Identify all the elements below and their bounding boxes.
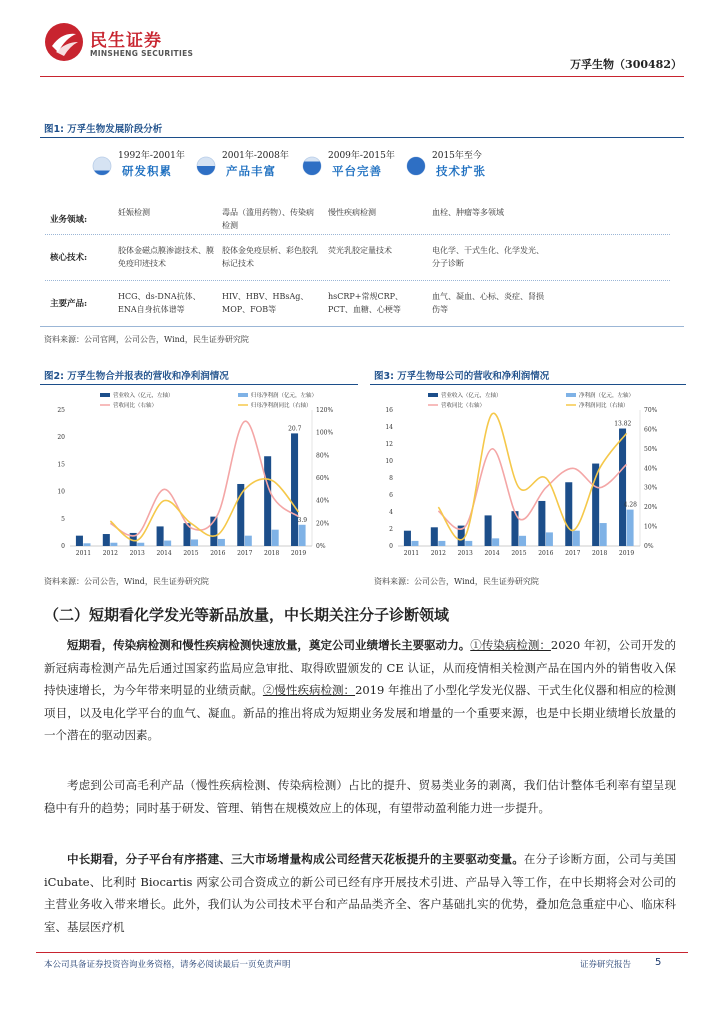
right-tick-label: 40% bbox=[644, 465, 658, 473]
x-tick-label: 2016 bbox=[538, 550, 554, 557]
bar bbox=[600, 523, 607, 546]
bar bbox=[83, 543, 90, 546]
x-tick-label: 2011 bbox=[403, 550, 420, 557]
svg-text:营业收入（亿元，左轴）: 营业收入（亿元，左轴） bbox=[113, 393, 174, 399]
row-label: 核心技术: bbox=[50, 253, 88, 263]
right-tick-label: 30% bbox=[644, 484, 658, 492]
stage-table-cell: HIV、HBV、HBsAg、MOP、FOB等 bbox=[222, 292, 309, 314]
legend-item bbox=[100, 401, 157, 409]
stage-2 bbox=[196, 148, 306, 188]
legend-item bbox=[566, 401, 629, 409]
stage-3 bbox=[302, 148, 412, 188]
x-tick-label: 2011 bbox=[75, 550, 92, 557]
left-tick-label: 14 bbox=[385, 424, 393, 431]
footer-divider bbox=[36, 952, 688, 953]
x-tick-label: 2014 bbox=[156, 550, 172, 557]
figure1-title-rule bbox=[40, 137, 684, 138]
data-label: 4.28 bbox=[623, 501, 637, 509]
right-tick-label: 100% bbox=[316, 429, 334, 437]
bar bbox=[137, 543, 144, 546]
bar bbox=[237, 484, 244, 546]
svg-text:营收同比（右轴）: 营收同比（右轴） bbox=[441, 403, 486, 409]
stage-table-cell: 血栓、肿瘤等多领域 bbox=[432, 208, 504, 217]
legend-item bbox=[100, 391, 174, 399]
stage-name: 平台完善 bbox=[332, 164, 382, 178]
right-tick-label: 0% bbox=[644, 543, 654, 550]
minsheng-logo-icon bbox=[44, 22, 84, 62]
figure2-source: 资料来源：公司公告，Wind，民生证券研究院 bbox=[44, 577, 209, 586]
x-tick-label: 2019 bbox=[290, 550, 307, 557]
figure3-chart bbox=[368, 388, 688, 568]
paragraph-1-marker-2: ②慢性疾病检测： bbox=[262, 683, 356, 697]
right-tick-label: 70% bbox=[644, 407, 658, 414]
paragraph-3 bbox=[44, 848, 676, 938]
svg-text:净利润（亿元，左轴）: 净利润（亿元，左轴） bbox=[579, 393, 635, 399]
paragraph-3-lead: 中长期看，分子平台有序搭建、三大市场增量构成公司经营天花板提升的主要驱动变量。 bbox=[67, 852, 524, 866]
bar bbox=[565, 482, 572, 546]
left-tick-label: 4 bbox=[389, 509, 393, 516]
bar bbox=[627, 510, 634, 546]
x-tick-label: 2017 bbox=[237, 550, 253, 557]
bar bbox=[291, 433, 298, 546]
x-tick-label: 2018 bbox=[592, 550, 608, 557]
svg-text:归母净利润（亿元，左轴）: 归母净利润（亿元，左轴） bbox=[251, 393, 318, 399]
data-label: 13.82 bbox=[614, 420, 632, 428]
bar bbox=[218, 539, 225, 546]
brand-name-en: MINSHENG SECURITIES bbox=[90, 49, 194, 58]
left-tick-label: 8 bbox=[389, 475, 393, 482]
bar bbox=[191, 539, 198, 546]
section-heading: （二）短期看化学发光等新品放量，中长期关注分子诊断领域 bbox=[44, 606, 450, 624]
left-tick-label: 25 bbox=[57, 407, 65, 414]
data-label: 3.9 bbox=[297, 516, 308, 524]
bar bbox=[538, 501, 545, 546]
data-label: 20.7 bbox=[288, 425, 302, 433]
x-tick-label: 2015 bbox=[183, 550, 199, 557]
x-tick-label: 2013 bbox=[457, 550, 473, 557]
right-tick-label: 10% bbox=[644, 523, 658, 531]
x-tick-label: 2017 bbox=[565, 550, 581, 557]
figure2-chart bbox=[40, 388, 360, 568]
stage-progress-icon bbox=[196, 156, 216, 176]
paragraph-1-lead: 短期看，传染病检测和慢性疾病检测快速放量，奠定公司业绩增长主要驱动力。 bbox=[67, 638, 471, 652]
right-tick-label: 120% bbox=[316, 407, 334, 414]
stage-table-cell: 毒品（滥用药物）、传染病检测 bbox=[222, 208, 314, 230]
svg-text:归母净利润同比（右轴）: 归母净利润同比（右轴） bbox=[251, 403, 312, 409]
left-tick-label: 2 bbox=[389, 526, 393, 533]
x-tick-label: 2012 bbox=[102, 550, 118, 557]
bar bbox=[264, 456, 271, 546]
figure1-bottom-rule bbox=[40, 326, 684, 327]
bar bbox=[431, 527, 438, 546]
x-tick-label: 2018 bbox=[264, 550, 280, 557]
legend-item bbox=[566, 391, 634, 399]
left-tick-label: 0 bbox=[61, 543, 65, 550]
right-tick-label: 60% bbox=[644, 426, 658, 434]
right-tick-label: 20% bbox=[644, 504, 658, 512]
stage-name: 技术扩张 bbox=[436, 164, 486, 178]
paragraph-1-marker-1: ①传染病检测： bbox=[470, 638, 551, 652]
row-divider bbox=[45, 280, 670, 281]
figure2-title-rule bbox=[40, 384, 358, 385]
left-tick-label: 15 bbox=[57, 461, 65, 469]
bar bbox=[546, 532, 553, 546]
stage-years: 2001年-2008年 bbox=[222, 151, 289, 161]
stage-table-cell: 妊娠检测 bbox=[118, 208, 150, 217]
paragraph-1-text-2: 2019 年推出了小型化学发光仪器、干式生化仪器和相应的检测项目，以及电化学平台的血气、凝血。新品的推出将成为短期业务发展和增量的一个重要来源，也是中长期业绩增长放量的一个潜在的驱动因素。 bbox=[44, 683, 677, 742]
x-tick-label: 2014 bbox=[484, 550, 500, 557]
right-tick-label: 20% bbox=[316, 520, 330, 528]
right-tick-label: 60% bbox=[316, 475, 330, 482]
bar bbox=[492, 538, 499, 546]
x-tick-label: 2016 bbox=[210, 550, 226, 557]
stage-progress-icon bbox=[302, 156, 322, 176]
row-label: 业务领域: bbox=[50, 215, 88, 225]
bar bbox=[465, 541, 472, 546]
left-tick-label: 0 bbox=[389, 543, 393, 550]
row-divider bbox=[45, 234, 670, 235]
stage-table-cell: 胶体金免疫层析、彩色胶乳标记技术 bbox=[222, 246, 318, 268]
bar bbox=[519, 536, 526, 546]
stage-name: 研发积累 bbox=[122, 164, 172, 178]
bar bbox=[245, 536, 252, 546]
bar bbox=[573, 531, 580, 546]
right-tick-label: 0% bbox=[316, 543, 326, 550]
bar bbox=[619, 429, 626, 546]
stage-table-cell: hsCRP+常规CRP、PCT、血糖、心梗等 bbox=[328, 292, 404, 314]
figure1-source: 资料来源：公司官网，公司公告，Wind，民生证券研究院 bbox=[44, 335, 249, 344]
figure3-title-rule bbox=[370, 384, 686, 385]
stage-years: 2015年至今 bbox=[432, 151, 482, 161]
figure3-title: 图3: 万孚生物母公司的营收和净利润情况 bbox=[374, 371, 550, 382]
x-tick-label: 2013 bbox=[129, 550, 145, 557]
paragraph-1 bbox=[44, 634, 676, 747]
svg-text:净利润同比（右轴）: 净利润同比（右轴） bbox=[579, 403, 629, 409]
company-ticker: 万孚生物（300482） bbox=[570, 58, 682, 71]
stage-4 bbox=[406, 148, 516, 188]
paragraph-2: 考虑到公司高毛利产品（慢性疾病检测、传染病检测）占比的提升、贸易类业务的剥离，我们估计整体毛利率有望呈现稳中有升的趋势；同时基于研发、管理、销售在规模效应上的体现，有望带动盈利能力进一步提升。 bbox=[44, 778, 676, 815]
left-tick-label: 20 bbox=[57, 434, 65, 442]
left-tick-label: 16 bbox=[385, 407, 393, 414]
header-divider bbox=[40, 76, 684, 77]
stage-table-cell: 电化学、干式生化、化学发光、分子诊断 bbox=[432, 246, 544, 268]
company-logo bbox=[44, 20, 204, 64]
x-tick-label: 2015 bbox=[511, 550, 527, 557]
left-tick-label: 5 bbox=[61, 515, 65, 523]
stage-years: 2009年-2015年 bbox=[328, 151, 395, 161]
stage-name: 产品丰富 bbox=[226, 164, 276, 178]
bar bbox=[103, 534, 110, 546]
bar bbox=[404, 531, 411, 546]
page-number: 5 bbox=[655, 957, 662, 968]
bar bbox=[485, 515, 492, 546]
left-tick-label: 10 bbox=[57, 488, 65, 496]
bar bbox=[110, 543, 117, 546]
svg-text:营收同比（右轴）: 营收同比（右轴） bbox=[113, 403, 158, 409]
bar bbox=[157, 526, 164, 546]
bar bbox=[299, 525, 306, 546]
stage-progress-icon bbox=[406, 156, 426, 176]
left-tick-label: 10 bbox=[385, 458, 393, 465]
stage-table-cell: 慢性疾病检测 bbox=[328, 208, 376, 217]
left-tick-label: 12 bbox=[385, 441, 393, 448]
stage-1 bbox=[92, 148, 202, 188]
bar bbox=[438, 541, 445, 546]
bar bbox=[164, 541, 171, 546]
legend-item bbox=[238, 391, 317, 399]
stage-table-cell: HCG、ds-DNA抗体、ENA自身抗体谱等 bbox=[118, 292, 201, 314]
right-tick-label: 50% bbox=[644, 445, 658, 453]
legend-item bbox=[428, 401, 485, 409]
footer-disclaimer: 本公司具备证券投资咨询业务资格，请务必阅读最后一页免责声明 bbox=[44, 960, 291, 970]
bar bbox=[76, 536, 83, 546]
x-tick-label: 2019 bbox=[618, 550, 635, 557]
stage-progress-icon bbox=[92, 156, 112, 176]
svg-text:营业收入（亿元，左轴）: 营业收入（亿元，左轴） bbox=[441, 393, 502, 399]
stage-table-cell: 荧光乳胶定量技术 bbox=[328, 246, 392, 255]
legend-item bbox=[238, 401, 312, 409]
paragraph-3-text: 在分子诊断方面，公司与美国 iCubate、比利时 Biocartis 两家公司合资成立的新公司已经有序开展技术引进、产品导入等工作，在中长期将会对公司的主营业务收入带来增长。此外，我们认为公司技术平台和产品品类齐全、客户基础扎实的优势，叠加危急重症中心、临床科室、基层医疗机 bbox=[44, 852, 677, 934]
paragraph-1-text-1: 2020 年初，公司开发的新冠病毒检测产品先后通过国家药监局应急审批、取得欧盟颁发的 CE 认证，从而疫情相关检测产品在国内外的销售收入保持快速增长，为今年带来明显的业绩贡献。 bbox=[44, 638, 677, 697]
legend-item bbox=[428, 391, 502, 399]
brand-name-cn: 民生证券 bbox=[90, 31, 162, 51]
stage-years: 1992年-2001年 bbox=[118, 151, 185, 161]
right-tick-label: 40% bbox=[316, 497, 330, 505]
figure2-title: 图2: 万孚生物合并报表的营收和净利润情况 bbox=[44, 371, 229, 382]
stage-table-cell: 胶体金磁点膜渗滤技术、膜免疫印迹技术 bbox=[118, 246, 214, 268]
figure3-source: 资料来源：公司公告，Wind，民生证券研究院 bbox=[374, 577, 539, 586]
bar bbox=[272, 530, 279, 546]
row-label: 主要产品: bbox=[50, 299, 88, 309]
stage-table-cell: 血气、凝血、心标、炎症、肾损伤等 bbox=[432, 292, 544, 314]
figure1-title: 图1: 万孚生物发展阶段分析 bbox=[44, 124, 163, 135]
x-tick-label: 2012 bbox=[430, 550, 446, 557]
right-tick-label: 80% bbox=[316, 452, 330, 460]
bar bbox=[411, 541, 418, 546]
footer-report-type: 证券研究报告 bbox=[580, 960, 632, 970]
left-tick-label: 6 bbox=[389, 492, 393, 499]
